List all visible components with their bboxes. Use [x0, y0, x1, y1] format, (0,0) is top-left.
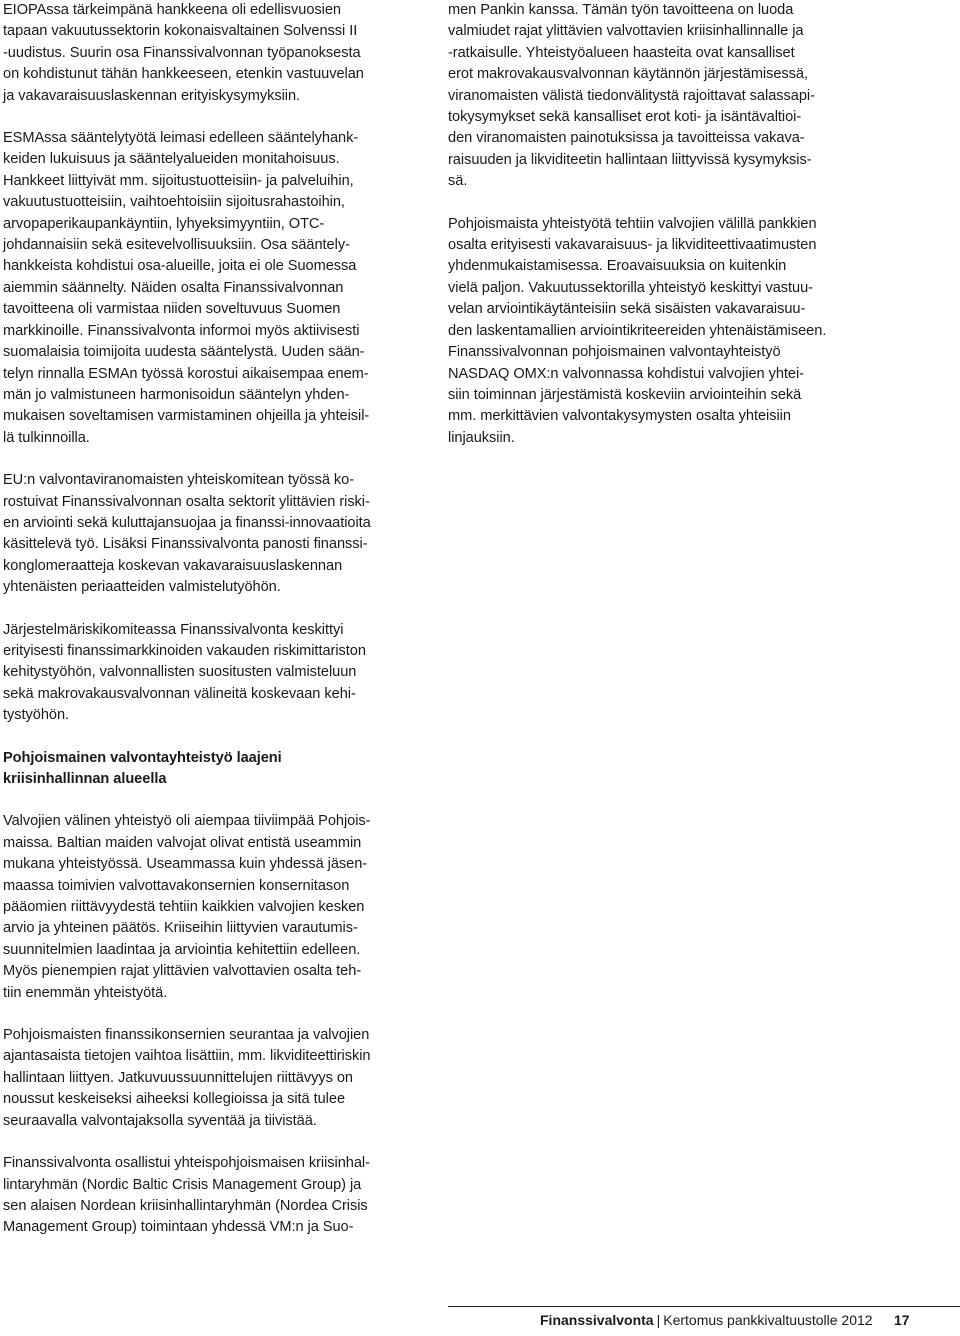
paragraph-eiopa: EIOPAssa tärkeimpänä hankkeena oli edellisvuosien tapaan vakuutussektorin kokonaisvaltainen Solvenssi II -uudistus. Suurin osa Finanssivalvonnan työpanoksesta on kohdistunut tähän hankkeeseen, etenkin vastuuvelan ja vakavaraisuuslaskennan erityiskysymyksiin.	[3, 2, 364, 104]
paragraph-joint-committee: EU:n valvontaviranomaisten yhteiskomitean työssä ko- rostuivat Finanssivalvonnan osalta sektorit ylittävien riski- en arviointi sekä kuluttajansuojaa ja finanssi-innovaatioita käsittelevä työ. Lisäksi Finanssivalvonta panosti finanssi- konglomeraatteja koskevan vakavaraisuuslaskennan yhtenäisten periaatteiden valmistelutyöhön.	[3, 472, 371, 596]
footer-document-title: Kertomus pankkivaltuustolle 2012	[663, 1312, 873, 1328]
paragraph-crisis-continued: men Pankin kanssa. Tämän työn tavoitteena on luoda valmiudet rajat ylittävien valvottavien kriisinhallinnalle ja -ratkaisulle. Yhteistyöalueen haasteita ovat kansalliset erot makrovakausvalvonnan käytännön järjestämisessä, viranomaisten välistä tiedonvälitystä rajoittavat salassapi- tokysymykset sekä kansalliset erot koti- ja isäntävaltioi- den viranomaisten painotuksissa ja tavoitteissa vakava- raisuuden ja likviditeetin hallintaan liittyvissä kysymyksis- sä.	[448, 2, 815, 190]
page-footer	[448, 1306, 960, 1336]
footer-title-line	[540, 1311, 873, 1329]
paragraph-nordic-supervision: Pohjoismaista yhteistyötä tehtiin valvojien välillä pankkien osalta erityisesti vakavaraisuus- ja likviditeettivaatimusten yhdenmukaistamisessa. Eroavaisuuksia on kuitenkin vielä paljon. Vakuutussektorilla yhteistyö keskittyi vastuu- velan arviointikäytänteisiin sekä sisäisten vakavaraisuu- den laskentamallien arviointikriteereiden yhtenäistämiseen. Finanssivalvonnan pohjoismainen valvontayhteistyö NASDAQ OMX:n valvonnassa kohdistui valvojien yhtei- siin toiminnan järjestämistä koskeviin arviointeihin sekä mm. merkittävien valvontakysymysten osalta yhteisiin linjauksiin.	[448, 215, 827, 446]
paragraph-esma: ESMAssa sääntelytyötä leimasi edelleen sääntelyhank- keiden lukuisuus ja sääntelyalueiden monitahoisuus. Hankkeet liittyivät mm. sijoitustuotteisiin- ja palveluihin, vakuutustuotteisiin, vaihtoehtoisiin sijoitusrahastoihin, arvopaperikaupankäyntiin, lyhyeksimyyntiin, OTC- johdannaisiin sekä esitevelvollisuuksiin. Osa sääntely- hankkeista kohdistui osa-alueille, joita ei ole Suomessa aiemmin säännelty. Näiden osalta Finanssivalvonnan tavoitteena oli varmistaa niiden soveltuvuus Suomen markkinoille. Finanssivalvonta informoi myös aktiivisesti suomalaisia toimijoita uudesta sääntelystä. Uuden sään- telyn rinnalla ESMAn työssä korostui aikaisempaa enem- män jo valmistuneen harmonisoidun sääntelyn yhden- mukaisen soveltamisen varmistaminen ohjeilla ja yhteisil- lä tulkinnoilla.	[3, 130, 370, 446]
footer-brand: Finanssivalvonta	[540, 1312, 654, 1328]
section-heading: Pohjoismainen valvontayhteistyö laajeni kriisinhallinnan alueella	[3, 749, 282, 787]
right-column	[448, 0, 858, 470]
paragraph-nordic-groups: Pohjoismaisten finanssikonsernien seurantaa ja valvojien ajantasaista tietojen vaihtoa lisättiin, mm. likviditeettiriskin hallintaan liittyen. Jatkuvuussuunnittelujen riittävyys on noussut keskeiseksi aiheeksi kollegioissa ja sitä tulee seuraavalla valvontajaksolla syventää ja tiivistää.	[3, 1027, 371, 1129]
footer-separator: |	[656, 1312, 661, 1328]
paragraph-nordic-cooperation: Valvojien välinen yhteistyö oli aiempaa tiiviimpää Pohjois- maissa. Baltian maiden valvojat olivat entistä useammin mukana yhteistyössä. Useammassa kuin yhdessä jäsen- maassa toimivien valvottavakonsernien konsernitason pääomien riittävyydestä tehtiin kaikkien valvojien kesken arvio ja yhteinen päätös. Kriiseihin liittyvien varautumis- suunnitelmien laadintaa ja arviointia kehitettiin edelleen. Myös pienempien rajat ylittävien valvottavien osalta teh- tiin enemmän yhteistyötä.	[3, 813, 371, 1001]
paragraph-systemic-risk: Järjestelmäriskikomiteassa Finanssivalvonta keskittyi erityisesti finanssimarkkinoiden vakauden riskimittariston kehitystyöhön, valvonnallisten suositusten valmisteluun sekä makrovakausvalvonnan välineitä koskevaan kehi- tystyöhön.	[3, 621, 366, 724]
paragraph-crisis-management: Finanssivalvonta osallistui yhteispohjoismaisen kriisinhal- lintaryhmän (Nordic Baltic Crisis Management Group) ja sen alaisen Nordean kriisinhallintaryhmän (Nordea Crisis Management Group) toimintaan yhdessä VM:n ja Suo-	[3, 1155, 370, 1236]
page-number: 17	[894, 1312, 910, 1328]
left-column	[3, 0, 413, 1260]
footer-divider	[448, 1306, 960, 1307]
